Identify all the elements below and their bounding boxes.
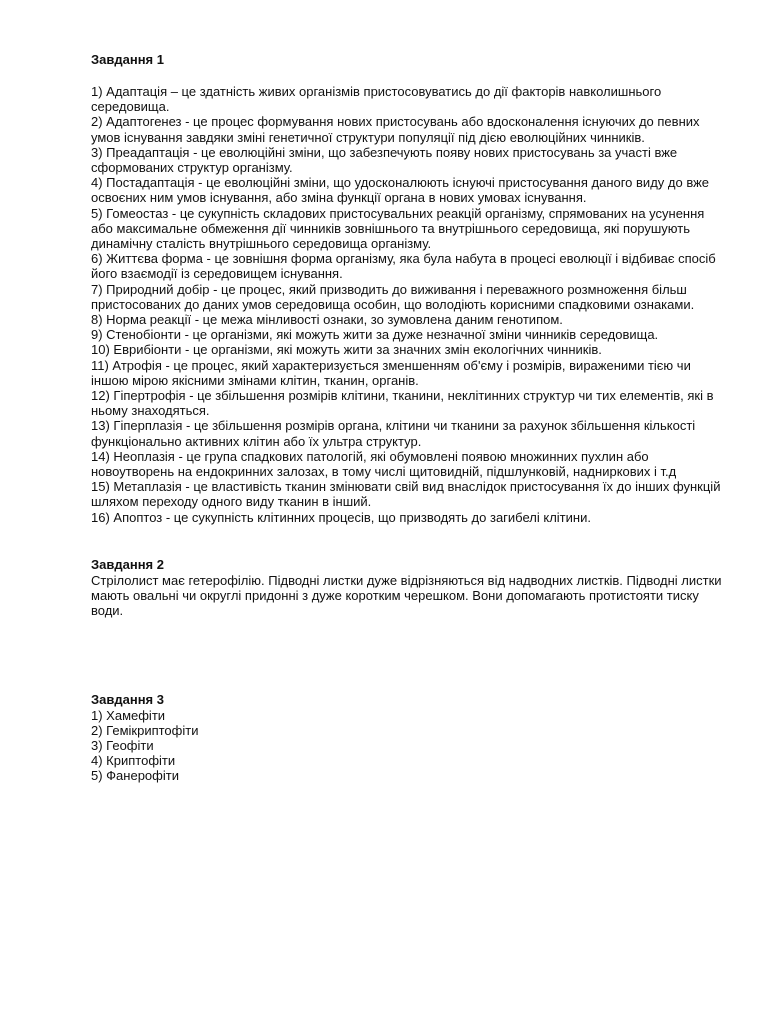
section-title: Завдання 1: [91, 52, 164, 67]
definition-item: 9) Стенобіонти - це організми, які можуть жити за дуже незначної зміни чинників середовища.: [91, 327, 659, 343]
definition-item: 7) Природний добір - це процес, який призводить до виживання і переважного розмноження більш пристосованих до даних умов середовища особин, що володіють корисними спадковими ознаками.: [91, 281, 695, 312]
section-task-2: [91, 557, 728, 619]
answer-paragraph: Стрілолист має гетерофілію. Підводні листки дуже відрізняються від надводних листків. Підводні листки мають овальні чи округлі придонні з дуже коротким черешком. Вони допомагають протистояти тиску води.: [91, 572, 722, 619]
definition-item: 10) Еврибіонти - це організми, які можуть жити за значних змін екологічних чинників.: [91, 342, 602, 358]
definition-item: 2) Адаптогенез - це процес формування нових пристосувань або вдосконалення існуючих до певних умов існування завдяки зміні генетичної структури популяції під дією еволюційних чинників.: [91, 114, 700, 145]
list-item: 3) Геофіти: [91, 737, 154, 753]
definition-item: 1) Адаптація – це здатність живих організмів пристосовуватись до дії факторів навколишнього середовища.: [91, 84, 662, 115]
section-task-3: [91, 692, 728, 784]
definition-item: 6) Життєва форма - це зовнішня форма організму, яка була набута в процесі еволюції і відбиває спосіб його взаємодії із середовищем існування.: [91, 251, 716, 282]
definition-item: 14) Неоплазія - це група спадкових патологій, які обумовлені появою множинних пухлин або новоутворень на ендокринних залозах, в тому числі щитовидній, підшлунковій, надниркових і т.д: [91, 448, 677, 480]
section-task-1: [91, 52, 728, 525]
section-title: Завдання 2: [91, 556, 164, 572]
list-item: 4) Криптофіти: [91, 753, 176, 769]
list-item: 1) Хамефіти: [91, 707, 166, 723]
definition-item: 8) Норма реакції - це межа мінливості ознаки, зо зумовлена даним генотипом.: [91, 312, 563, 328]
definition-item: 11) Атрофія - це процес, який характеризується зменшенням об'єму і розмірів, вираженими тією чи іншою мірою якісними змінами клітин, тканин, органів.: [91, 357, 691, 388]
definition-item: 5) Гомеостаз - це сукупність складових пристосувальних реакцій організму, спрямованих на усунення або максимальне обмеження дії чинників зовнішнього та внутрішнього середовища, які порушують динамічну сталість внутрішнього середовища організму.: [91, 205, 705, 252]
list-item: 5) Фанерофіти: [91, 768, 179, 784]
definition-item: 4) Постадаптація - це еволюційні зміни, що удосконалюють існуючі пристосування даного виду до вже освоєних ним умов існування, або зміна функції органа в нових умовах існування.: [91, 175, 710, 206]
section-title: Завдання 3: [91, 691, 164, 707]
definition-item: 16) Апоптоз - це сукупність клітинних процесів, що призводять до загибелі клітини.: [91, 509, 591, 525]
definition-item: 3) Преадаптація - це еволюційні зміни, що забезпечують появу нових пристосувань за участі вже сформованих структур організму.: [91, 144, 678, 176]
definition-item: 13) Гіперплазія - це збільшення розмірів органа, клітини чи тканини за рахунок збільшення кількості функціонально активних клітин або їх ультра структур.: [91, 418, 696, 449]
definition-item: 12) Гіпертрофія - це збільшення розмірів клітини, тканини, неклітинних структур чи тих елементів, які в ньому знаходяться.: [91, 388, 714, 419]
list-item: 2) Гемікриптофіти: [91, 722, 199, 738]
definition-item: 15) Метаплазія - це властивість тканин змінювати свій вид внаслідок пристосування їх до інших функцій шляхом переходу одного виду тканин в інший.: [91, 479, 721, 510]
